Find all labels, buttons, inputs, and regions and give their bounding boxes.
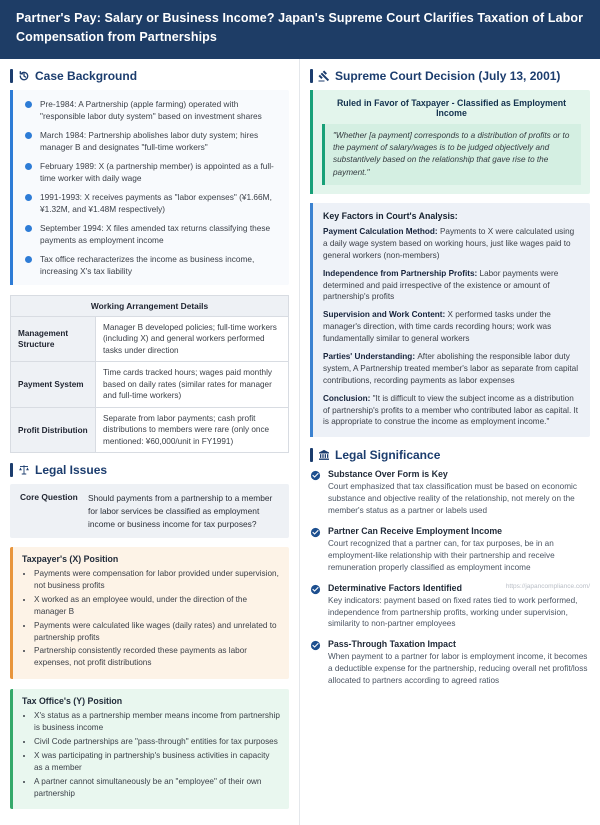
section-header-decision (310, 69, 590, 83)
section-accent-bar (10, 69, 13, 83)
section-accent-bar (310, 69, 313, 83)
table-row (11, 407, 289, 452)
significance-item-text: When payment to a partner for labor is employment income, it becomes a deductible expense for the partnership, reducing overall net profit/loss allocated to partners according to agreed ratios (328, 652, 588, 686)
dot-icon (25, 101, 32, 108)
tax-office-position-title: Tax Office's (Y) Position (22, 696, 123, 707)
section-header-case-background (10, 69, 289, 83)
factor-text: Labor payments were determined and paid irrespective of the existence or amount of partnership's profits (323, 268, 559, 302)
position-point: • Partnership consistently recorded these payments as labor expenses, not profit distributions (34, 645, 280, 669)
timeline-item (25, 253, 283, 277)
significance-item-title: Determinative Factors Identified (328, 582, 462, 593)
timeline-item-text: March 1984: Partnership abolishes labor duty system; hires manager B and designates "full-time workers" (40, 129, 259, 152)
timeline-item (25, 129, 283, 153)
table-row-label: Payment System (11, 362, 96, 407)
analysis-factor (323, 226, 580, 262)
page-title: Partner's Pay: Salary or Business Income? Japan's Supreme Court Clarifies Taxation of Labor Compensation from Partnerships (16, 11, 584, 45)
factor-label: Supervision and Work Content : (323, 310, 448, 319)
table-row (11, 362, 289, 407)
position-point: • Payments were calculated like wages (daily rates) and unrelated to partnership profits (34, 620, 280, 644)
position-point: • Civil Code partnerships are "pass-through" entities for tax purposes (34, 736, 280, 748)
factor-text: X performed tasks under the manager's direction, with time cards recording hours; work was fundamentally similar to general workers (323, 310, 552, 344)
dot-icon (25, 225, 32, 232)
key-factors-box (310, 203, 590, 437)
key-factors-list (323, 226, 580, 428)
position-point: • Payments were compensation for labor provided under supervision, not business profits (34, 568, 280, 592)
table-row-label: Management Structure (11, 316, 96, 361)
position-point: • A partner cannot simultaneously be an "employee" of their own partnership (34, 776, 280, 800)
ruling-box (310, 90, 590, 194)
significance-item-title: Pass-Through Taxation Impact (328, 639, 456, 650)
bank-icon (318, 449, 330, 461)
position-point: • X's status as a partnership member means income from partnership is business income (34, 710, 280, 734)
taxpayer-position-list (22, 568, 280, 669)
timeline-item-text: February 1989: X (a partnership member) is appointed as a full-time worker with daily wage (40, 160, 274, 183)
working-arrangement-table (10, 295, 289, 453)
significance-item-body (328, 526, 590, 574)
ruling-title: Ruled in Favor of Taxpayer - Classified as Employment Income (336, 97, 567, 118)
dot-icon (25, 132, 32, 139)
timeline-item-text: Pre-1984: A Partnership (apple farming) operated with "responsible labor duty system" based on investment shares (40, 98, 262, 121)
timeline-item-text: September 1994: X files amended tax returns classifying these payments as employment income (40, 222, 271, 245)
tax-office-position-box (10, 689, 289, 809)
factor-label: Conclusion : (323, 394, 373, 403)
significance-list (310, 469, 590, 687)
analysis-factor (323, 268, 580, 304)
check-circle-icon (310, 470, 321, 481)
table-title: Working Arrangement Details (11, 295, 289, 316)
significance-item-body (328, 469, 590, 517)
factor-text: "It is difficult to view the subject income as a distribution of partnership's profits to a member who contributed labor as capital. It is appropriate to construe the income as employment income." (323, 393, 579, 427)
factor-label: Payment Calculation Method : (323, 227, 440, 236)
scales-icon (18, 464, 30, 476)
section-title: Case Background (35, 68, 138, 83)
factor-label: Independence from Partnership Profits : (323, 269, 480, 278)
timeline-item (25, 98, 283, 122)
court-quote: "Whether [a payment] corresponds to a distribution of profits or to the payment of salary/wages is to be judged objectively and substantively based on the relationship that gave rise to the payment." (322, 124, 581, 185)
section-title: Supreme Court Decision (July 13, 2001) (335, 68, 561, 83)
check-circle-icon (310, 527, 321, 538)
core-question-label: Core Question (20, 492, 78, 503)
tax-office-position-list (22, 710, 280, 799)
section-header-significance (310, 448, 590, 462)
table-row-value: Separate from labor payments; cash profit distributions to members were rare (only once mentioned: ¥60,000/unit in FY1991) (96, 407, 289, 452)
dot-icon (25, 256, 32, 263)
section-header-legal-issues (10, 463, 289, 477)
core-question-box (10, 484, 289, 538)
footer-url: https://japancompliance.com/ (505, 583, 590, 590)
dot-icon (25, 163, 32, 170)
table-header-row (11, 295, 289, 316)
table-row-value: Time cards tracked hours; wages paid monthly based on daily rates (similar rates for manager and full-time workers) (96, 362, 289, 407)
dot-icon (25, 194, 32, 201)
timeline-item-text: Tax office recharacterizes the income as business income, increasing X's tax liability (40, 253, 255, 276)
core-question-text: Should payments from a partnership to a member for labor services be classified as employment income or business income for tax purposes? (88, 493, 273, 529)
section-title: Legal Issues (35, 463, 108, 478)
page-header (0, 0, 600, 59)
analysis-factor (323, 393, 580, 429)
table-row-label: Profit Distribution (11, 407, 96, 452)
section-accent-bar (310, 448, 313, 462)
position-point: • X was participating in partnership's business activities in capacity as a member (34, 750, 280, 774)
significance-item (310, 469, 590, 517)
significance-item-text: Key indicators: payment based on fixed rates tied to work performed, independence from partnership profits, working under supervision, similarity to non-partner employees (328, 595, 578, 629)
check-circle-icon (310, 584, 321, 595)
key-factors-title: Key Factors in Court's Analysis: (323, 210, 458, 221)
position-point: • X worked as an employee would, under the direction of the manager B (34, 594, 280, 618)
gavel-icon (318, 70, 330, 82)
case-timeline (10, 90, 289, 285)
section-title: Legal Significance (335, 448, 441, 463)
content-columns (0, 59, 600, 825)
history-icon (18, 70, 30, 82)
timeline-item (25, 191, 283, 215)
timeline-item-text: 1991-1993: X receives payments as "labor expenses" (¥1.66M, ¥1.32M, and ¥1.48M respectively) (40, 191, 272, 214)
check-circle-icon (310, 640, 321, 651)
timeline-item (25, 160, 283, 184)
factor-text: Payments to X were calculated using a daily wage system based on working hours, just like wages paid to general workers (non-members) (323, 226, 575, 260)
significance-item (310, 639, 590, 687)
analysis-factor (323, 309, 580, 345)
significance-item-text: Court emphasized that tax classification must be based on economic substance and objective reality of the relationship, not merely on the member's status as a partner or labels used (328, 482, 577, 516)
significance-item-title: Partner Can Receive Employment Income (328, 525, 503, 536)
table-row (11, 316, 289, 361)
factor-text: After abolishing the responsible labor duty system, A Partnership treated member's labor as separate from capital contributions, recording payments as labor expenses (323, 351, 579, 385)
factor-label: Parties' Understanding : (323, 352, 417, 361)
significance-item-title: Substance Over Form is Key (328, 469, 448, 480)
right-column (300, 59, 600, 702)
analysis-factor (323, 351, 580, 387)
timeline-item (25, 222, 283, 246)
significance-item (310, 526, 590, 574)
taxpayer-position-title: Taxpayer's (X) Position (22, 554, 119, 565)
section-accent-bar (10, 463, 13, 477)
taxpayer-position-box (10, 547, 289, 679)
significance-item-body (328, 639, 590, 687)
left-column (0, 59, 300, 825)
table-row-value: Manager B developed policies; full-time workers (including X) and general workers performed tasks under direction (96, 316, 289, 361)
significance-item-text: Court recognized that a partner can, for tax purposes, be in an employment-like relationship with their partnership and receive remuneration properly classified as employment income (328, 538, 555, 572)
